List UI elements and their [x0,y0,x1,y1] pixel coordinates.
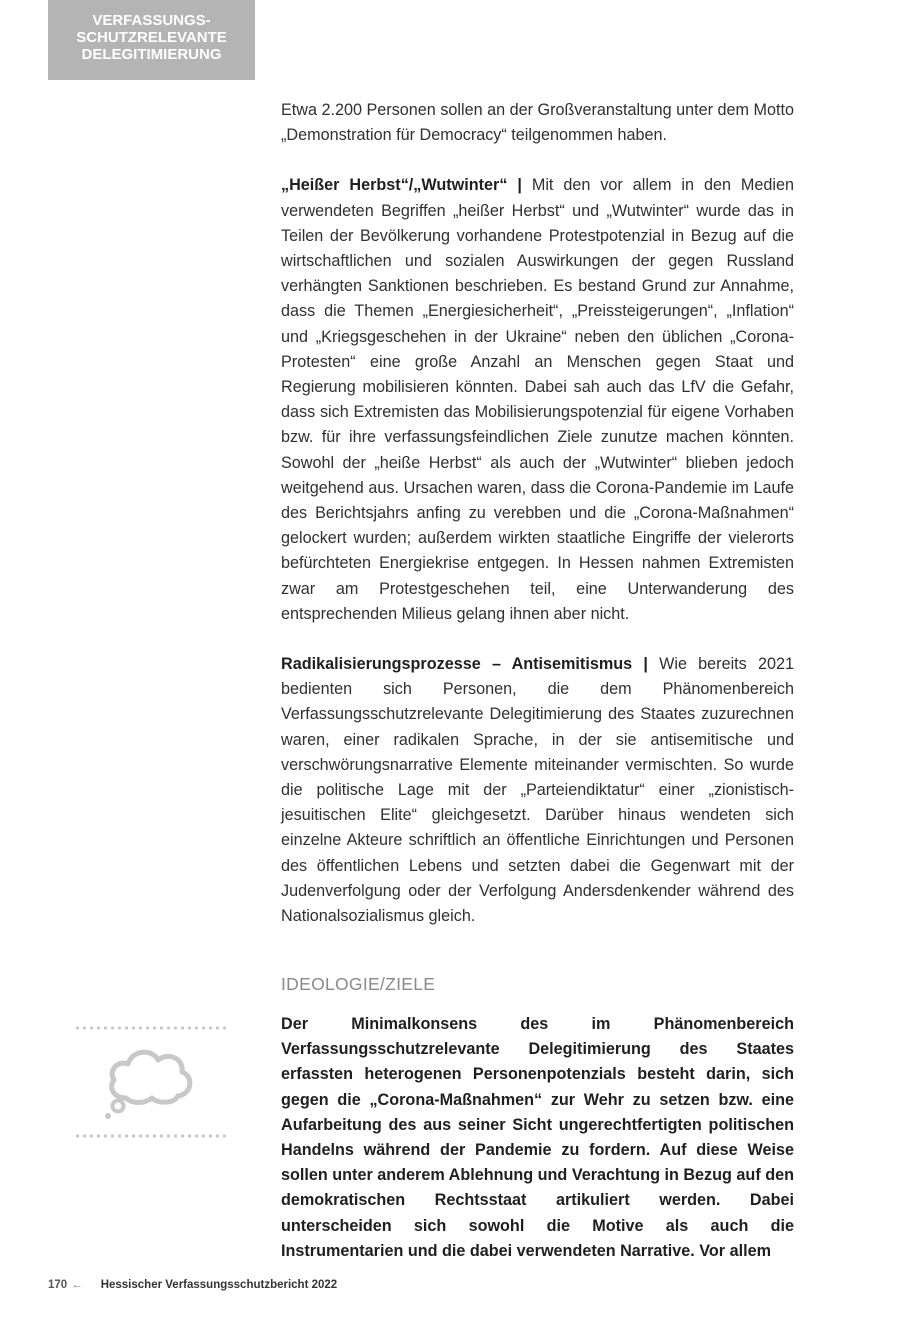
paragraph-hot-autumn [281,173,794,627]
page-footer [48,1279,337,1291]
section-heading: IDEOLOGIE/ZIELE [281,974,436,994]
page-number: 170 [48,1279,68,1291]
chapter-tab-line: DELEGITIMIERUNG [81,45,222,63]
summary-text: Der Minimalkonsens des im Phänomenbereich Verfassungsschutzrelevante Delegitimierung des Staates erfassten heterogenen Personenpotenzials besteht darin, sich gegen die „Corona-Maßnahmen“ zur Wehr zu setzen bzw. eine Aufarbeitung des aus seiner Sicht ungerechtfertigten politischen Handelns während der Pandemie zu fordern. Auf diese Weise sollen unter anderem Ablehnung und Verachtung in Bezug auf den demokratischen Rechtsstaat artikuliert werden. Dabei unterscheiden sich sowohl die Motive als auch die Instrumentarien und die dabei verwendeten Narrative. Vor allem [281,1015,794,1260]
paragraph-lead: Radikalisierungsprozesse – Antisemitismus | [281,655,648,674]
chapter-tab-line: VERFASSUNGS- [92,11,211,29]
dotted-divider [74,1026,230,1030]
paragraph-antisemitism [281,652,794,929]
chapter-tab [48,0,255,80]
paragraph-lead: „Heißer Herbst“/„Wutwinter“ | [281,176,522,195]
dotted-divider [74,1134,230,1138]
body-text [281,98,794,929]
report-title: Hessischer Verfassungsschutzbericht 2022 [100,1279,338,1291]
thought-bubble-icon [96,1040,206,1120]
paragraph-intro: Etwa 2.200 Personen sollen an der Großveranstaltung unter dem Motto „Demonstration für Democracy“ teilgenommen haben. [281,101,794,145]
paragraph-body: Mit den vor allem in den Medien verwendeten Begriffen „heißer Herbst“ und „Wutwinter“ wurde das in Teilen der Bevölkerung vorhandene Protestpotenzial in Bezug auf die wirtschaftlichen und sozialen Auswirkungen der gegen Russland verhängten Sanktionen beschrieben. Es bestand Grund zur Annahme, dass die Themen „Energiesicherheit“, „Preissteigerungen“, „Inflation“ und „Kriegsgeschehen in der Ukraine“ neben den üblichen „Corona-Protesten“ eine große Anzahl an Menschen gegen Staat und Regierung mobilisieren könnten. Dabei sah auch das LfV die Gefahr, dass sich Extremisten das Mobilisierungspotenzial für eigene Vorhaben bzw. für ihre verfassungsfeindlichen Ziele zunutze machen könnten. Sowohl der „heiße Herbst“ als auch der „Wutwinter“ blieben jedoch weitgehend aus. Ursachen waren, dass die Corona-Pandemie im Laufe des Berichtsjahrs anfing zu verebben und die „Corona-Maßnahmen“ gelockert wurden; außerdem wirkten staatliche Eingriffe der vielerorts befürchteten Energiekrise entgegen. In Hessen nahmen Extremisten zwar am Protestgeschehen teil, eine Unterwanderung des entsprechenden Milieus gelang ihnen aber nicht. [281,176,794,623]
paragraph-body: Wie bereits 2021 bedienten sich Personen, die dem Phänomenbereich Verfassungsschutzrelevante Delegitimierung des Staates zuzurechnen waren, einer radikalen Sprache, in der sie antisemitische und verschwörungsnarrative Elemente miteinander vermischten. So wurde die politische Lage mit der „Parteiendiktatur“ einer „zionistisch-jesuitischen Elite“ gleichgesetzt. Darüber hinaus wendeten sich einzelne Akteure schriftlich an öffentliche Einrichtungen und Personen des öffentlichen Lebens und setzten dabei die Gegenwart mit der Judenverfolgung oder der Verfolgung Andersdenkender während des Nationalsozialismus gleich. [281,655,794,926]
chapter-tab-line: SCHUTZRELEVANTE [76,28,227,46]
arrow-left-icon: ← [71,1279,83,1291]
